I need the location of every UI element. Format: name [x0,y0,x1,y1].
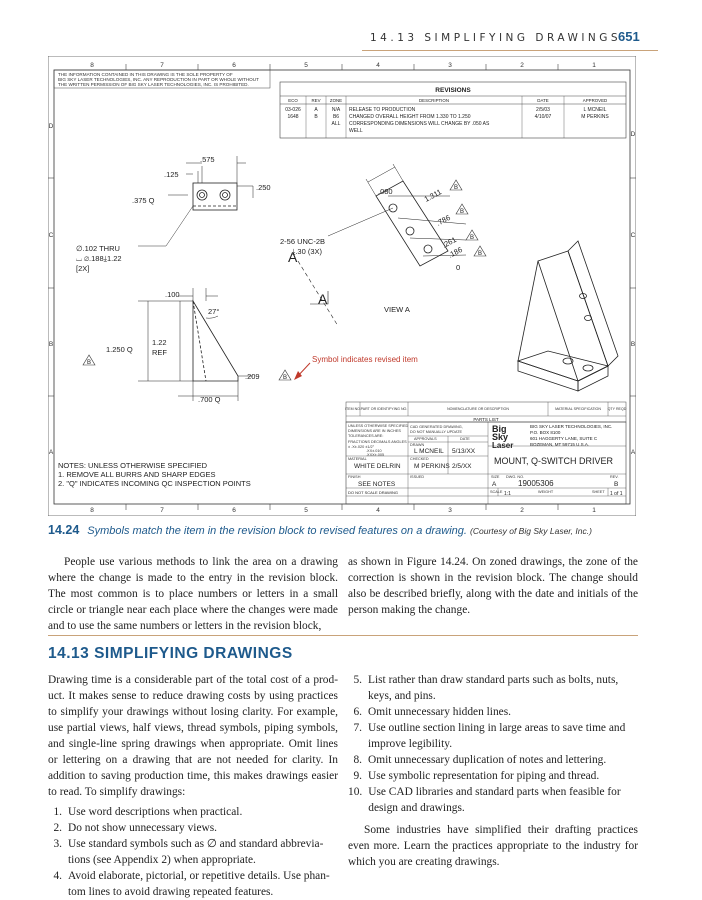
list-text: Use outline section lining in large areas to save time and improve legibility. [368,722,626,750]
tol-line: UNLESS OTHERWISE SPECIFIED [348,424,409,428]
scale-value: 1:1 [504,491,511,497]
rev-label: REV. [610,475,619,479]
zone-number: 8 [90,507,94,514]
sheet-label: SHEET [592,490,605,494]
company-logo: Big [492,424,507,434]
zone-number: 4 [376,507,380,514]
list-number: 5. [353,674,362,686]
company-address: 601 HAGGERTY LANE, SUITE C [530,436,598,441]
dim-angle: 27° [208,307,220,316]
text-line: use partial views, half views, thread symbols, piping symbols, [48,722,338,734]
zone-number: 4 [376,62,380,69]
tol-line: .XXX±.005 [366,453,385,457]
simplify-list-right [348,672,638,816]
zone-letter: B [630,341,636,348]
tol-line: .XX±.010 [366,449,382,453]
zone-letter: D [630,131,636,138]
list-number: 10. [348,786,363,798]
dim-zero: 0 [456,263,461,272]
dim-1311: 1.311 [422,187,444,204]
notice-line: BIG SKY LASER TECHNOLOGIES, INC. ANY REPRODUCTION IN PART OR WHOLE WITHOUT [58,77,259,82]
rev-cell: N/A [331,107,341,113]
company-address: BOZEMAN, MT 59715 U.S.A. [530,442,590,447]
material-label: MATERIAL [348,457,367,461]
rev-marker: B [459,209,465,215]
list-text: Omit unnecessary hidden lines. [368,706,511,718]
text-line: and to use the same numbers or letters in the revision block, [48,620,322,632]
rev-marker: B [282,375,288,381]
list-text: Do not show unnecessary views. [68,822,218,834]
zone-number: 1 [592,507,596,514]
list-item [48,868,338,900]
zone-number: 7 [160,62,164,69]
hole-callout: ∅.102 THRU [76,244,120,253]
rev-cell: 4/10/07 [534,114,552,120]
company-logo: Laser [492,441,514,450]
drawing-notes [58,461,251,488]
dim-122: 1.22 [152,338,167,347]
scale-label: SCALE [490,490,503,494]
dim-375q: .375 Q [132,196,155,205]
rev-col-header: ZONE [329,98,343,103]
rev-cell: B6 [332,114,340,120]
hole-callout: ⌴ ∅.188⤓1.22 [76,254,122,263]
rev-cell: B [314,114,318,120]
body-right [348,672,638,870]
list-item [348,704,638,720]
rev-cell: WELL [349,128,363,134]
text-line: which you are creating drawings. [348,856,500,868]
list-item [348,720,638,752]
weight-label: WEIGHT [538,490,554,494]
finish-label: FINISH [348,475,361,479]
note-line: 2. "Q" INDICATES INCOMING QC INSPECTION POINTS [58,479,251,488]
rev-cell: RELEASE TO PRODUCTION [349,107,416,113]
zone-number: 1 [592,62,596,69]
text-line: addition to saving production time, this makes drawings easier [48,770,338,782]
list-text: List rather than draw standard parts such as bolts, nuts, keys, and pins. [368,674,619,702]
list-number: 2. [53,822,62,834]
list-number: 8. [353,754,362,766]
rev-cell: A [314,107,318,113]
text-line: as shown in Figure 14.24. On zoned drawings, the zone of the [348,556,638,568]
rev-cell: 2/5/03 [536,107,550,113]
date-label: DATE [460,437,470,441]
finish-value: SEE NOTES [358,481,396,488]
dim-209: .209 [245,372,260,381]
revision-callout: Symbol indicates revised item [312,355,418,364]
tol-line: TOLERANCES ARE: [348,434,384,438]
text-line: to simplify your drawings without losing clarity. For example, [48,706,338,718]
text-line: person making the change. [348,604,471,616]
notice-line: THE INFORMATION CONTAINED IN THIS DRAWING IS THE SOLE PROPERTY OF [58,72,233,77]
rev-col-header: REV [311,98,321,103]
revision-block [280,82,626,138]
text-line: and single-line spring drawings when appropriate. Omit lines [48,738,338,750]
drawn-label: DRAWN [410,443,425,447]
text-line: even more. Learn the practices appropriate to the industry for [348,840,638,852]
drawn-date: 5/13/XX [452,448,476,455]
zone-letter: B [48,341,54,348]
list-item [348,784,638,816]
hole-callout: [2X] [76,264,90,273]
rev-cell: CHANGED OVERALL HEIGHT FROM 1.330 TO 1.250 [349,114,471,120]
thread-callout: ⤓.30 (3X) [292,247,322,256]
title-block [346,422,626,504]
running-header [0,24,702,54]
zone-number: 2 [520,62,524,69]
list-number: 1. [53,806,62,818]
zone-letter: D [48,123,54,130]
rev-col-header: ECO [288,98,298,103]
checked-label: CHECKED [410,457,429,461]
text-line: uct. It makes sense to reduce drawing costs by using practices [48,690,338,702]
proprietary-notice [58,72,259,87]
header-rule [362,50,658,51]
list-item [348,752,638,768]
dim-250: .250 [256,183,271,192]
body-left [48,672,338,900]
company-address: P.O. BOX 8100 [530,430,561,435]
view-label: VIEW A [384,305,410,314]
text-line: also be described briefly, along with the date and initials of the [348,588,638,600]
rev-value: B [614,481,619,488]
text-line: Some industries have simplified their drafting practices [364,824,638,836]
parts-col: PART OR IDENTIFYING NO. [360,407,408,411]
size-label: SIZE [491,475,500,479]
tol-line: ± .X±.020 ±1/2° [348,445,375,449]
list-item [348,672,638,704]
size-value: A [492,481,497,488]
list-number: 9. [353,770,362,782]
dim-186: .186 [446,244,464,260]
part-title: MOUNT, Q-SWITCH DRIVER [494,456,613,466]
company-address: BIG SKY LASER TECHNOLOGIES, INC. [530,424,613,429]
text-line: to read. To simplify drawings: [48,786,186,798]
rev-cell: ALL [331,121,341,127]
rev-cell: L MCNEIL [583,107,607,113]
text-line: where the change is made to the entry in the revision block. [48,572,338,584]
dwg-number: 19005306 [518,479,554,488]
zone-number: 7 [160,507,164,514]
text-line: The most common is to place numbers or letters in a small [48,588,338,600]
dim-100: .100 [165,290,180,299]
parts-col: NOMENCLATURE OR DESCRIPTION [447,407,509,411]
thread-callout: 2-56 UNC-2B [280,237,326,246]
rev-col-header: APPROVED [582,98,608,103]
note-line: 1. REMOVE ALL BURRS AND SHARP EDGES [58,470,216,479]
revisions-title: REVISIONS [435,87,471,94]
rev-cell: M PERKINS [581,114,609,120]
drawn-by: L MCNEIL [414,448,444,455]
list-item [48,820,338,836]
approvals-label: APPROVALS [414,437,437,441]
zone-letter: C [48,232,54,239]
company-logo: Sky [492,432,509,442]
dim-700q: .700 Q [198,395,221,404]
dim-125: .125 [164,170,179,179]
zone-letter: A [48,449,54,456]
list-text: Use CAD libraries and standard parts when feasible for design and drawings. [368,786,621,814]
rev-col-header: DESCRIPTION [418,98,450,103]
dim-575: .575 [200,155,215,164]
intro-paragraph-right [348,554,638,618]
list-item [48,804,338,820]
cad-note: DO NOT MANUALLY UPDATE [410,430,463,434]
parts-col: ITEM NO. [345,407,361,411]
closing-paragraph [348,822,638,870]
page-number: 651 [618,29,640,44]
list-number: 3. [53,838,62,850]
zone-number: 5 [304,62,308,69]
list-text: Omit unnecessary duplication of notes and lettering. [368,754,607,766]
caption-credit: (Courtesy of Big Sky Laser, Inc.) [470,526,592,536]
list-text: Use standard symbols such as ∅ and standard abbrevia-tions (see Appendix 2) when appropriate. [68,838,324,866]
text-line: Drawing time is a considerable part of the total cost of a prod- [48,674,338,686]
rev-cell: CORRESPONDING DIMENSIONS WILL CHANGE BY .050 AS [349,121,490,127]
dim-080: .080 [378,187,393,196]
list-text: Use word descriptions when practical. [68,806,243,818]
text-line: circle or triangle near each place where the changes were made [48,604,338,616]
checked-by: M PERKINS [414,463,450,470]
caption-text: Symbols match the item in the revision block to revised features on a drawing. [87,525,467,537]
list-text: Use symbolic representation for piping and thread. [368,770,600,782]
zone-number: 3 [448,62,452,69]
parts-list-title: PARTS LIST [473,417,499,422]
text-line: or lettering on a drawing that are not needed for clarity. In [48,754,338,766]
tol-line: DIMENSIONS ARE IN INCHES [348,429,401,433]
checked-date: 2/5/XX [452,463,472,470]
zone-number: 3 [448,507,452,514]
list-text: Avoid elaborate, pictorial, or repetitive details. Use phan-tom lines to avoid drawing repeated features. [68,870,330,898]
rev-col-header: DATE [537,98,549,103]
zone-letter: C [630,232,636,239]
list-number: 4. [53,870,62,882]
dim-786: .786 [434,212,452,228]
do-not-scale: DO NOT SCALE DRAWING [348,490,399,495]
cad-note: CAD GENERATED DRAWING, [410,425,463,429]
text-line: People use various methods to link the area on a drawing [64,556,338,568]
figure-number: 14.24 [48,523,80,537]
zone-number: 8 [90,62,94,69]
section-rule [48,635,638,636]
dim-1250q: 1.250 Q [106,345,133,354]
isometric-view [518,241,618,391]
list-number: 6. [353,706,362,718]
zone-number: 6 [232,507,236,514]
top-view [168,156,253,210]
notice-line: THE WRITTEN PERMISSION OF BIG SKY LASER TECHNOLOGIES, INC. IS PROHIBITED. [58,82,249,87]
list-number: 7. [353,722,362,734]
dim-261: .261 [440,234,458,250]
dim-ref: REF [152,348,167,357]
list-item [348,768,638,784]
simplify-list-left [48,804,338,900]
text-line: correction is shown in the revision block. The change should [348,572,638,584]
rev-marker: B [86,360,92,366]
figure-caption [48,523,592,537]
issued-label: ISSUED [410,475,425,479]
note-line: NOTES: UNLESS OTHERWISE SPECIFIED [58,461,208,470]
rev-marker: B [453,185,459,191]
parts-col: MATERIAL SPECIFICATION [555,407,601,411]
list-item [48,836,338,868]
rev-cell: 1648 [287,114,299,120]
rev-marker: B [477,251,483,257]
rev-cell: 03-026 [285,107,301,113]
zone-number: 6 [232,62,236,69]
engineering-drawing [48,56,636,516]
zone-letter: A [630,449,636,456]
parts-list [345,402,627,422]
zone-number: 5 [304,507,308,514]
material-value: WHITE DELRIN [354,463,401,470]
sheet-value: 1 of 1 [610,491,623,497]
rev-marker: B [469,235,475,241]
zone-number: 2 [520,507,524,514]
intro-paragraph-left [48,554,338,634]
section-heading: 14.13 SIMPLIFYING DRAWINGS [48,645,293,662]
view-arrow-label: A [288,249,298,265]
parts-col: QTY REQD [607,407,627,411]
dwg-label: DWG. NO. [506,475,525,479]
tol-line: FRACTIONS DECIMALS ANGLES [348,440,407,444]
view-arrow-label: A [318,291,328,307]
section-header: 14.13 SIMPLIFYING DRAWINGS [370,32,622,44]
